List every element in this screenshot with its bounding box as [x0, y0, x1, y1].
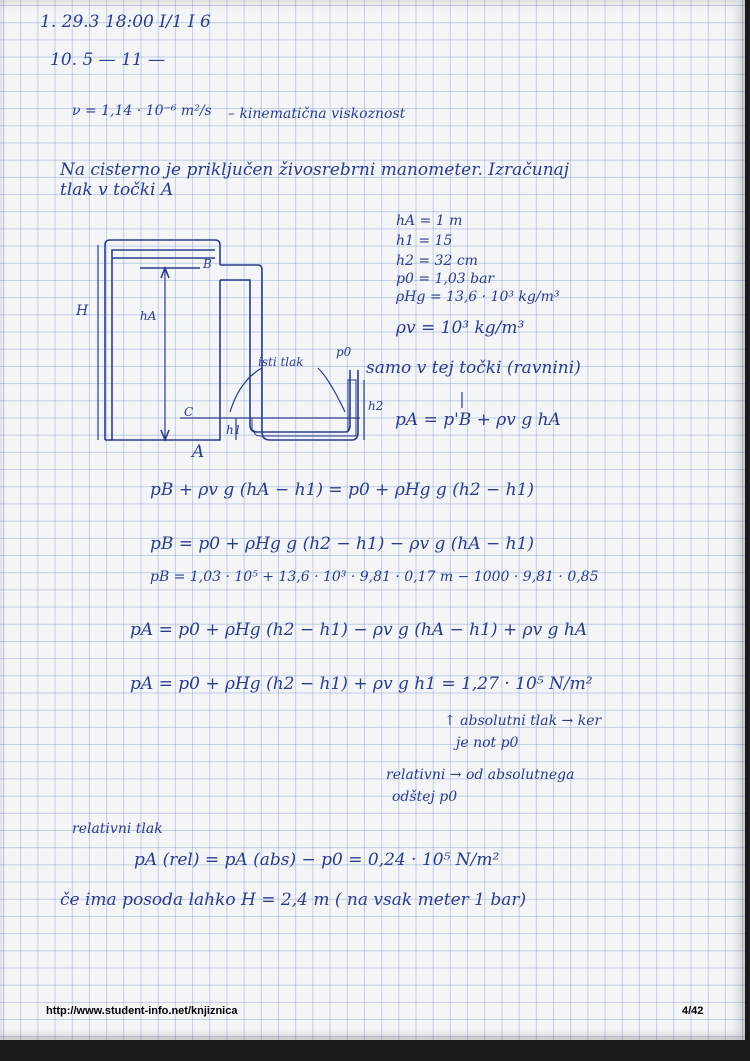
relative-last-line: če ima posoda lahko H = 2,4 m ( na vsak meter 1 bar): [60, 890, 527, 910]
note-pa-pb: pA = p'B + ρv g hA: [395, 410, 561, 430]
annotation-relative: relativni → od absolutnega: [386, 767, 575, 783]
equation-5: pA = p0 + ρHg (h2 − h1) + ρv g h1 = 1,27 · 10⁵ N/m²: [130, 674, 593, 694]
label-h-1: h1: [226, 423, 242, 437]
relative-formula: pA (rel) = pA (abs) − p0 = 0,24 · 10⁵ N/m²: [134, 850, 500, 870]
note-samo: samo v tej točki (ravnini): [366, 358, 581, 378]
given-h-2: h2 = 32 cm: [396, 253, 478, 269]
label-h-2: h2: [368, 399, 384, 413]
equation-4: pA = p0 + ρHg (h2 − h1) − ρv g (hA − h1) + ρv g hA: [130, 620, 588, 640]
label-point-B: B: [203, 257, 212, 271]
given-h-1: h1 = 15: [396, 233, 453, 249]
label-h-A: hA: [140, 309, 157, 323]
viscosity-label: – kinematična viskoznost: [228, 106, 406, 122]
given-h-a: hA = 1 m: [396, 213, 463, 229]
equation-3: pB = 1,03 · 10⁵ + 13,6 · 10³ · 9,81 · 0,17 m − 1000 · 9,81 · 0,85: [150, 569, 599, 585]
footer-url[interactable]: http://www.student-info.net/knjiznica: [46, 1005, 238, 1017]
given-p-0: p0 = 1,03 bar: [396, 271, 495, 287]
task-line-1: Na cisterno je priključen živosrebrni manometer. Izračunaj: [60, 160, 570, 180]
header-line-2: 10. 5 — 11 —: [50, 50, 166, 70]
given-rho-v: ρv = 10³ kg/m³: [396, 318, 525, 338]
label-point-C: C: [184, 405, 194, 419]
label-H: H: [76, 303, 89, 319]
footer-page-number: 4/42: [682, 1005, 704, 1017]
label-p-0: p0: [336, 345, 352, 359]
equation-1: pB + ρv g (hA − h1) = p0 + ρHg g (h2 − h1): [150, 480, 535, 500]
header-line-1: 1. 29.3 18:00 I/1 I 6: [40, 12, 211, 32]
label-point-A: A: [192, 442, 205, 462]
annotation-absolute: ↑ absolutni tlak → ker: [444, 713, 602, 729]
task-line-2: tlak v točki A: [60, 180, 174, 200]
annotation-absolute-2: je not p0: [456, 735, 519, 751]
label-same-pressure: isti tlak: [258, 355, 304, 369]
equation-2: pB = p0 + ρHg g (h2 − h1) − ρv g (hA − h1): [150, 534, 535, 554]
annotation-relative-2: odštej p0: [392, 789, 458, 805]
given-rho-hg: ρHg = 13,6 · 10³ kg/m³: [396, 289, 560, 305]
relative-title: relativni tlak: [72, 821, 163, 837]
viscosity-formula: ν = 1,14 · 10⁻⁶ m²/s: [72, 103, 212, 119]
